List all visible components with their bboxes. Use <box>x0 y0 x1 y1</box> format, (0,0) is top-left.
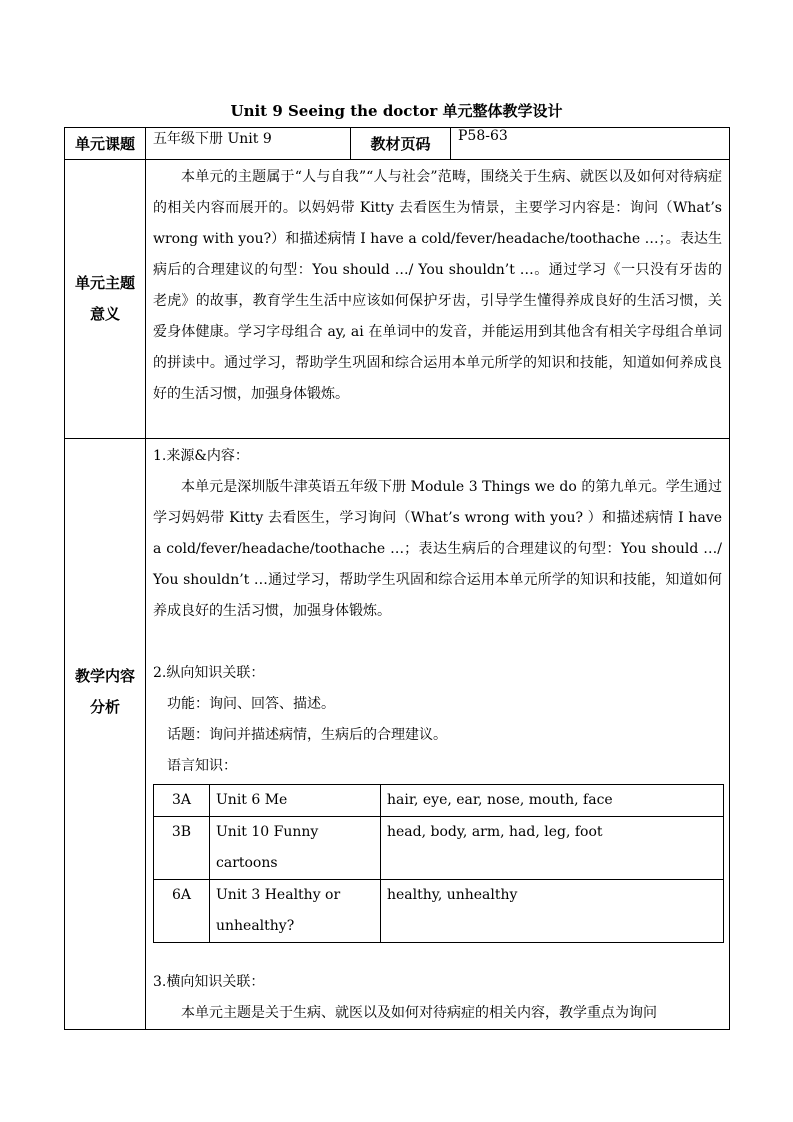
theme-label-line2: 意义 <box>89 305 120 323</box>
section1-text: 本单元是深圳版牛津英语五年级下册 Module 3 Things we do 的第九单元。学生通过学习妈妈带 Kitty 去看医生，学习询问（What’s wrong with you? ）和描述病情 I have a cold/fever/headache/toothache …；表达生病后的合理建议的句型：You should …/ You shouldn’t …通过学习，帮助学生巩固和综合运用本单元所学的知识和技能，知道如何养成良好的生活习惯，加强身体锻炼。 <box>153 479 722 619</box>
table-row <box>154 785 724 817</box>
grade-cell: 3A <box>154 785 210 817</box>
topic-line: 话题：询问并描述病情，生病后的合理建议。 <box>167 727 447 743</box>
unit-design-table <box>64 127 730 1030</box>
theme-label-line1: 单元主题 <box>74 274 135 292</box>
language-line: 语言知识： <box>167 758 237 774</box>
unit-label: 单元课题 <box>65 128 146 160</box>
theme-row <box>65 160 730 439</box>
theme-label <box>65 160 146 439</box>
unit-cell: Unit 3 Healthy or unhealthy? <box>210 880 381 943</box>
words-cell: head, body, arm, had, leg, foot <box>381 817 724 880</box>
words-cell: healthy, unhealthy <box>381 880 724 943</box>
document-title: Unit 9 Seeing the doctor 单元整体教学设计 <box>230 102 563 120</box>
section3-text: 本单元主题是关于生病、就医以及如何对待病症的相关内容，教学重点为询问 <box>181 1005 657 1021</box>
content-label-line1: 教学内容 <box>74 667 135 685</box>
content-row <box>65 439 730 1030</box>
content-label-line2: 分析 <box>89 698 120 716</box>
table-row <box>154 817 724 880</box>
page-label: 教材页码 <box>351 128 451 160</box>
section3-heading: 3.横向知识关联： <box>153 974 265 990</box>
theme-paragraph: 本单元的主题属于“人与自我”“人与社会”范畴，围绕关于生病、就医以及如何对待病症的相关内容而展开的。以妈妈带 Kitty 去看医生为情景，主要学习内容是：询问（What’s wrong with you?）和描述病情 I have a cold/fever/headache/toothache …；。表达生病后的合理建议的句型：You should …/ You shouldn’t …。通过学习《一只没有牙齿的老虎》的故事，教育学生生活中应该如何保护牙齿，引导学生懂得养成良好的生活习惯，关爱身体健康。学习字母组合 ay, ai 在单词中的发音，并能运用到其他含有相关字母组合单词的拼读中。通过学习，帮助学生巩固和综合运用本单元所学的知识和技能，知道如何养成良好的生活习惯，加强身体锻炼。 <box>153 169 722 402</box>
page-value: P58-63 <box>451 128 730 160</box>
grade-cell: 6A <box>154 880 210 943</box>
spacer <box>146 943 729 967</box>
unit-value: 五年级下册 Unit 9 <box>146 128 351 160</box>
spacer <box>146 627 729 658</box>
unit-cell: Unit 6 Me <box>210 785 381 817</box>
unit-cell: Unit 10 Funny cartoons <box>210 817 381 880</box>
table-row <box>154 880 724 943</box>
section1-heading: 1.来源&内容： <box>153 448 249 464</box>
content-label <box>65 439 146 1030</box>
grade-cell: 3B <box>154 817 210 880</box>
words-cell: hair, eye, ear, nose, mouth, face <box>381 785 724 817</box>
knowledge-table <box>153 784 724 943</box>
function-line: 功能：询问、回答、描述。 <box>167 696 335 712</box>
unit-info-row <box>65 128 730 160</box>
section2-heading: 2.纵向知识关联： <box>153 665 265 681</box>
